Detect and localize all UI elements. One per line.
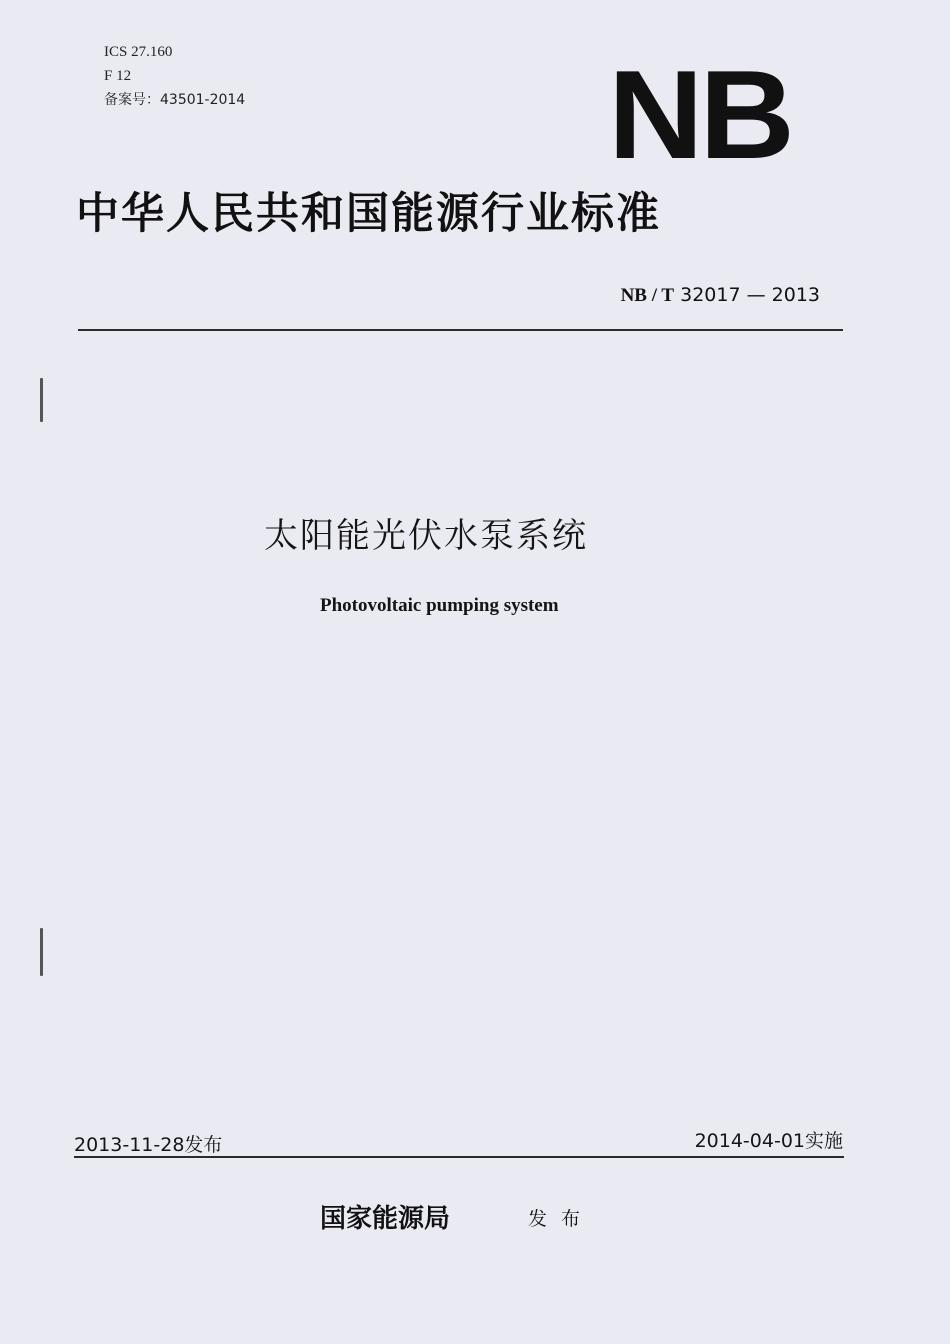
nb-logo: NB <box>608 44 791 185</box>
standard-title: 中华人民共和国能源行业标准 <box>76 189 661 239</box>
classification-block <box>104 40 245 112</box>
document-title-en: Photovoltaic pumping system <box>320 595 559 616</box>
standard-prefix: NB / T <box>620 285 675 306</box>
ics-code: ICS 27.160 <box>104 44 173 60</box>
binding-mark-top <box>40 378 43 422</box>
issuer-action: 发布 <box>528 1208 595 1230</box>
issue-date: 2013-11-28发布 <box>74 1134 223 1156</box>
standard-number <box>621 284 820 307</box>
top-divider <box>78 329 843 331</box>
standard-code: 32017 — 2013 <box>674 284 820 306</box>
issuer-name: 国家能源局 <box>320 1204 451 1234</box>
implementation-date: 2014-04-01实施 <box>694 1130 843 1152</box>
class-code: F 12 <box>104 68 132 84</box>
record-number: 备案号：43501-2014 <box>104 92 246 108</box>
bottom-divider <box>74 1156 844 1158</box>
document-title-cn: 太阳能光伏水泵系统 <box>264 516 588 556</box>
binding-mark-bottom <box>40 928 43 976</box>
